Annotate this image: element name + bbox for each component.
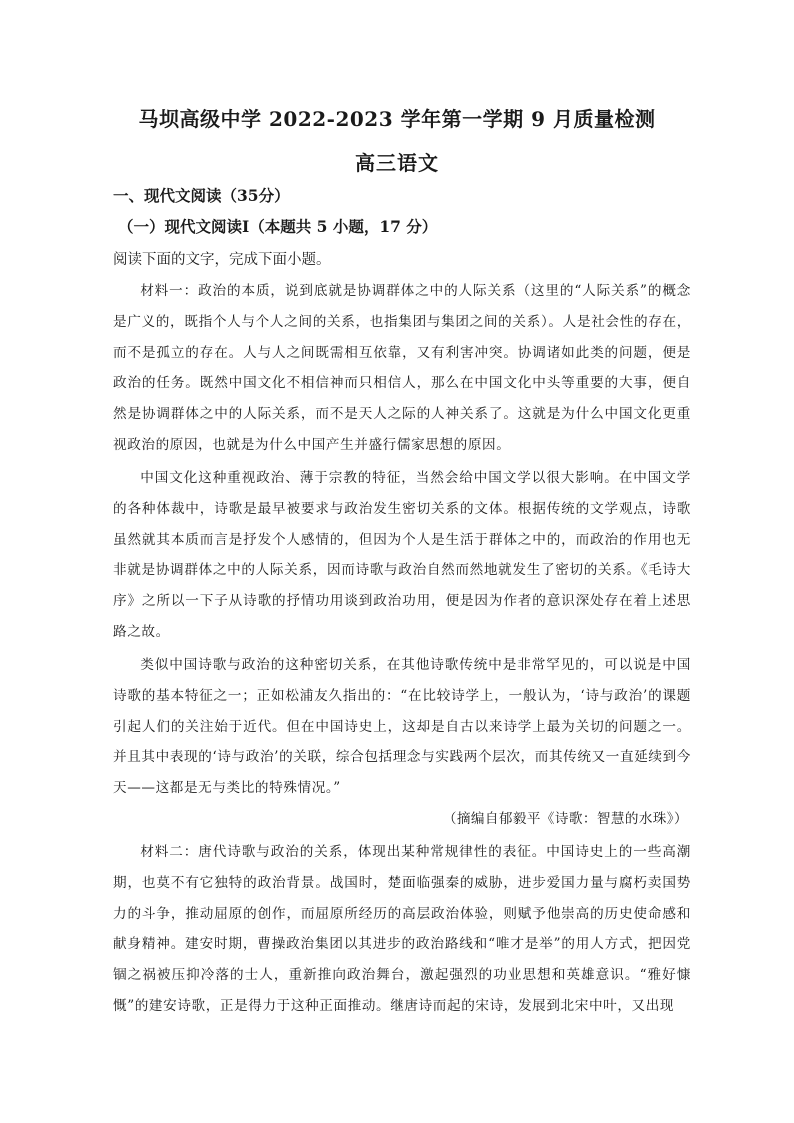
reading-instruction: 阅读下面的文字，完成下面小题。 (113, 252, 331, 268)
subsection-heading: （一）现代文阅读Ⅰ（本题共 5 小题，17 分） (118, 217, 438, 236)
source-citation: （摘编自郁毅平《诗歌：智慧的水珠》） (442, 811, 688, 827)
exam-title: 马坝高级中学 2022-2023 学年第一学期 9 月质量检测 (138, 107, 656, 131)
body-paragraph: 中国文化这种重视政治、薄于宗教的特征，当然会给中国文学以很大影响。在中国文学的各种体裁中，诗歌是最早被要求与政治发生密切关系的文体。根据传统的文学观点，诗歌虽然就其本质而言是抒发个人感情的，但因为个人是生活于群体之中的，而政治的作用也无非就是协调群体之中的人际关系，因而诗歌与政治自然而然地就发生了密切的关系。《毛诗大序》之所以一下子从诗歌的抒情功用谈到政治功用，便是因为作者的意识深处存在着上述思路之故。 (113, 470, 691, 640)
exam-subject: 高三语文 (355, 151, 439, 175)
section-heading: 一、现代文阅读（35分） (113, 186, 290, 205)
material-one-paragraph: 材料一：政治的本质，说到底就是协调群体之中的人际关系（这里的“人际关系”的概念是广义的，既指个人与个人之间的关系，也指集团与集团之间的关系）。人是社会性的存在，而不是孤立的存在。人与人之间既需相互依靠，又有利害冲突。协调诸如此类的问题，便是政治的任务。既然中国文化不相信神而只相信人，那么在中国文化中头等重要的大事，便自然是协调群体之中的人际关系，而不是天人之际的人神关系了。这就是为什么中国文化更重视政治的原因，也就是为什么中国产生并盛行儒家思想的原因。 (113, 283, 691, 453)
material-two-paragraph: 材料二：唐代诗歌与政治的关系，体现出某种常规律性的表征。中国诗史上的一些高潮期，也莫不有它独特的政治背景。战国时，楚面临强秦的威胁，进步爱国力量与腐朽卖国势力的斗争，推动屈原的创作，而屈原所经历的高层政治体验，则赋予他崇高的历史使命感和献身精神。建安时期，曹操政治集团以其进步的政治路线和“唯才是举”的用人方式，把因党锢之祸被压抑冷落的士人，重新推向政治舞台，激起强烈的功业思想和英雄意识。“雅好慷慨”的建安诗歌，正是得力于这种正面推动。继唐诗而起的宋诗，发展到北宋中叶，又出现 (113, 844, 691, 1014)
body-paragraph: 类似中国诗歌与政治的这种密切关系，在其他诗歌传统中是非常罕见的，可以说是中国诗歌的基本特征之一；正如松浦友久指出的：“在比较诗学上，一般认为，‘诗与政治’的课题引起人们的关注始于近代。但在中国诗史上，这却是自古以来诗学上最为关切的问题之一。并且其中表现的‘诗与政治’的关联，综合包括理念与实践两个层次，而其传统又一直延续到今天——这都是无与类比的特殊情况。” (113, 657, 691, 797)
